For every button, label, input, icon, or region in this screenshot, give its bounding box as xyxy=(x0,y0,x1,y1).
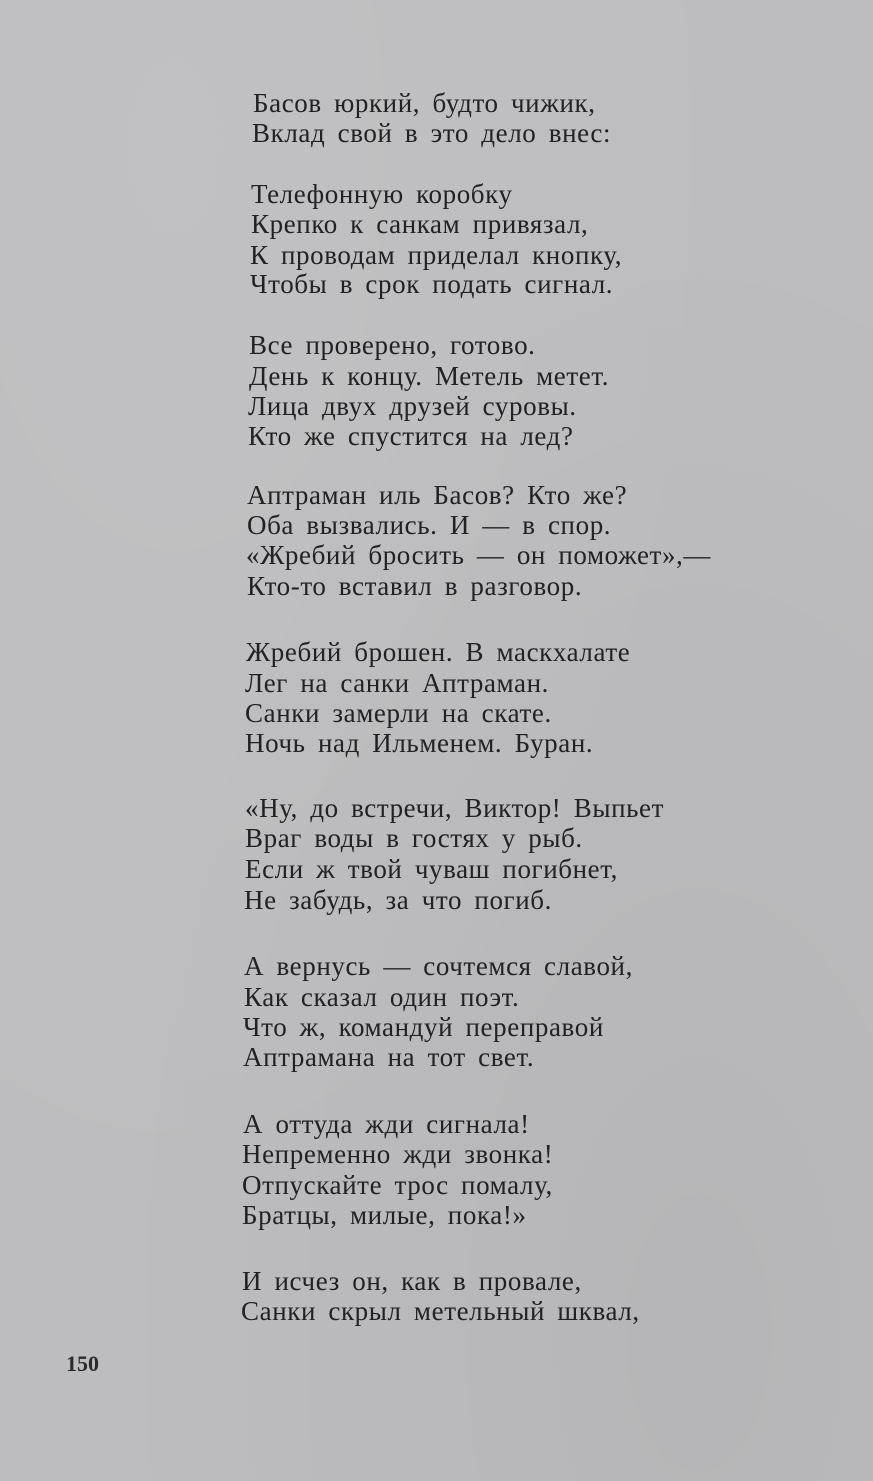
poem-line: Как сказал один поэт. xyxy=(244,982,520,1012)
poem-line: Лица двух друзей суровы. xyxy=(248,391,577,421)
poem-line: Лег на санки Аптраман. xyxy=(245,668,550,698)
poem-line: Чтобы в срок подать сигнал. xyxy=(250,269,614,299)
poem-line: Вклад свой в это дело внес: xyxy=(252,118,612,148)
poem-line: Аптраман иль Басов? Кто же? xyxy=(247,480,628,510)
poem-line: И исчез он, как в провале, xyxy=(242,1266,582,1296)
poem-line: Не забудь, за что погиб. xyxy=(244,885,552,915)
poem-line: «Ну, до встречи, Виктор! Выпьет xyxy=(245,793,665,823)
poem-line: Аптрамана на тот свет. xyxy=(243,1042,535,1072)
poem-line: Братцы, милые, пока!» xyxy=(242,1200,527,1230)
poem-line: Что ж, командуй переправой xyxy=(243,1012,604,1042)
poem-line: День к концу. Метель метет. xyxy=(249,361,610,391)
page-number: 150 xyxy=(66,1351,99,1376)
poem-line: А вернусь — сочтемся славой, xyxy=(244,951,633,981)
poem-line: Оба вызвались. И — в спор. xyxy=(247,510,612,540)
poem-line: Крепко к санкам привязал, xyxy=(251,209,589,239)
poem-line: Все проверено, готово. xyxy=(249,330,536,360)
poem-line: Жребий брошен. В маскхалате xyxy=(246,637,631,667)
poem-line: Непременно жди звонка! xyxy=(242,1139,554,1169)
poem-line: Телефонную коробку xyxy=(251,179,513,209)
poem-line: К проводам приделал кнопку, xyxy=(250,240,623,270)
poem-line: Басов юркий, будто чижик, xyxy=(253,88,596,118)
poem-line: Если ж твой чуваш погибнет, xyxy=(245,854,618,884)
poem-line: Кто-то вставил в разговор. xyxy=(247,571,583,601)
poem-line: Ночь над Ильменем. Буран. xyxy=(245,728,594,758)
poem-line: Санки замерли на скате. xyxy=(245,698,552,728)
poem-line: Кто же спустится на лед? xyxy=(248,421,574,451)
poem-line: Отпускайте трос помалу, xyxy=(242,1170,553,1200)
poem-line: «Жребий бросить — он поможет»,— xyxy=(246,540,711,570)
poem-line: Враг воды в гостях у рыб. xyxy=(245,823,583,853)
poem-line: Санки скрыл метельный шквал, xyxy=(241,1296,640,1326)
poem-line: А оттуда жди сигнала! xyxy=(243,1109,530,1139)
